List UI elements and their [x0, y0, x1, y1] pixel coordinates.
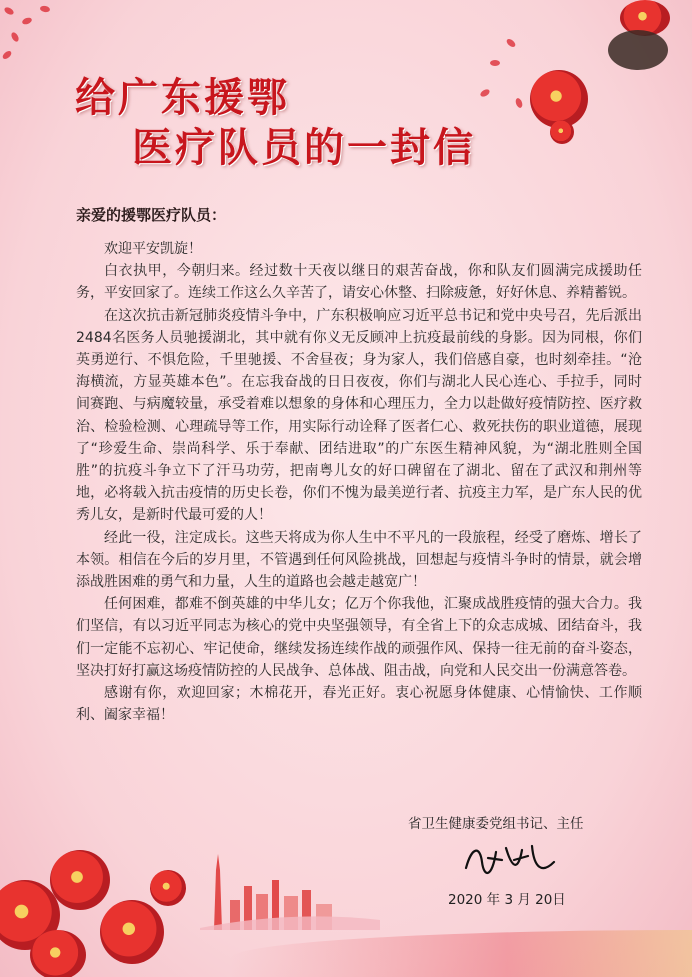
title-line-2: 医疗队员的一封信: [132, 124, 476, 171]
signer-title: 省卫生健康委党组书记、主任: [408, 816, 584, 832]
top-left-petals-decoration: [0, 0, 80, 70]
title-line-1: 给广东援鄂: [75, 74, 290, 121]
paragraph-2: 白衣执甲，今朝归来。经过数十天夜以继日的艰苦奋战，你和队友们圆满完成援助任务，平安回家了。连续工作这么久辛苦了，请安心休整、扫除疲惫，好好休息、养精蓄锐。: [76, 263, 642, 302]
paragraph-1: 欢迎平安凯旋！: [104, 241, 202, 257]
paragraph-3: 在这次抗击新冠肺炎疫情斗争中，广东积极响应习近平总书记和党中央号召，先后派出2484名医务人员驰援湖北，其中就有你义无反顾冲上抗疫最前线的身影。因为同根，你们英勇逆行、不惧危险，千里驰援、不舍昼夜；身为家人，我们倍感自豪，也时刻牵挂。“沧海横流，方显英雄本色”。在忘我奋战的日日夜夜，你们与湖北人民心连心、手拉手，同时间赛跑、与病魔较量，承受着难以想象的身体和心理压力，全力以赴做好疫情防控、医疗救治、检验检测、心理疏导等工作，用实际行动诠释了医者仁心、救死扶伤的职业道德，展现了“珍爱生命、崇尚科学、乐于奉献、团结进取”的广东医生精神风貌，为“湖北胜则全国胜”的抗疫斗争立下了汗马功劳，把南粤儿女的好口碑留在了湖北、留在了武汉和荆州等地，必将载入抗击疫情的历史长卷，你们不愧为最美逆行者、抗疫主力军，是广东人民的优秀儿女，是新时代最可爱的人！: [76, 307, 642, 524]
paragraph-4: 经此一役，注定成长。这些天将成为你人生中不平凡的一段旅程，经受了磨炼、增长了本领。相信在今后的岁月里，不管遇到任何风险挑战，回想起与疫情斗争时的情景，就会增添战胜困难的勇气和力量，人生的道路也会越走越宽广！: [76, 529, 642, 591]
salutation: 亲爱的援鄂医疗队员：: [76, 206, 227, 224]
letter-body: [76, 238, 642, 726]
paragraph-5: 任何困难，都难不倒英雄的中华儿女；亿万个你我他，汇聚成战胜疫情的强大合力。我们坚信，有以习近平同志为核心的党中央坚强领导，有全省上下的众志成城、团结奋斗，我们一定能不忘初心、牢记使命，继续发扬连续作战的顽强作风、保持一往无前的奋斗姿态，坚决打好打赢这场疫情防控的人民战争、总体战、阻击战，向党和人民交出一份满意答卷。: [76, 596, 642, 679]
bottom-swoosh-decoration: [230, 930, 692, 977]
top-right-flowers-decoration: [470, 0, 692, 150]
city-skyline-decoration: [200, 850, 380, 930]
date: 2020 年 3 月 20日: [448, 892, 566, 908]
bottom-left-flowers-decoration: [0, 840, 220, 977]
handwritten-signature: [462, 838, 562, 882]
paragraph-6: 感谢有你，欢迎回家；木棉花开，春光正好。衷心祝愿身体健康、心情愉快、工作顺利、阖家幸福！: [76, 685, 642, 724]
